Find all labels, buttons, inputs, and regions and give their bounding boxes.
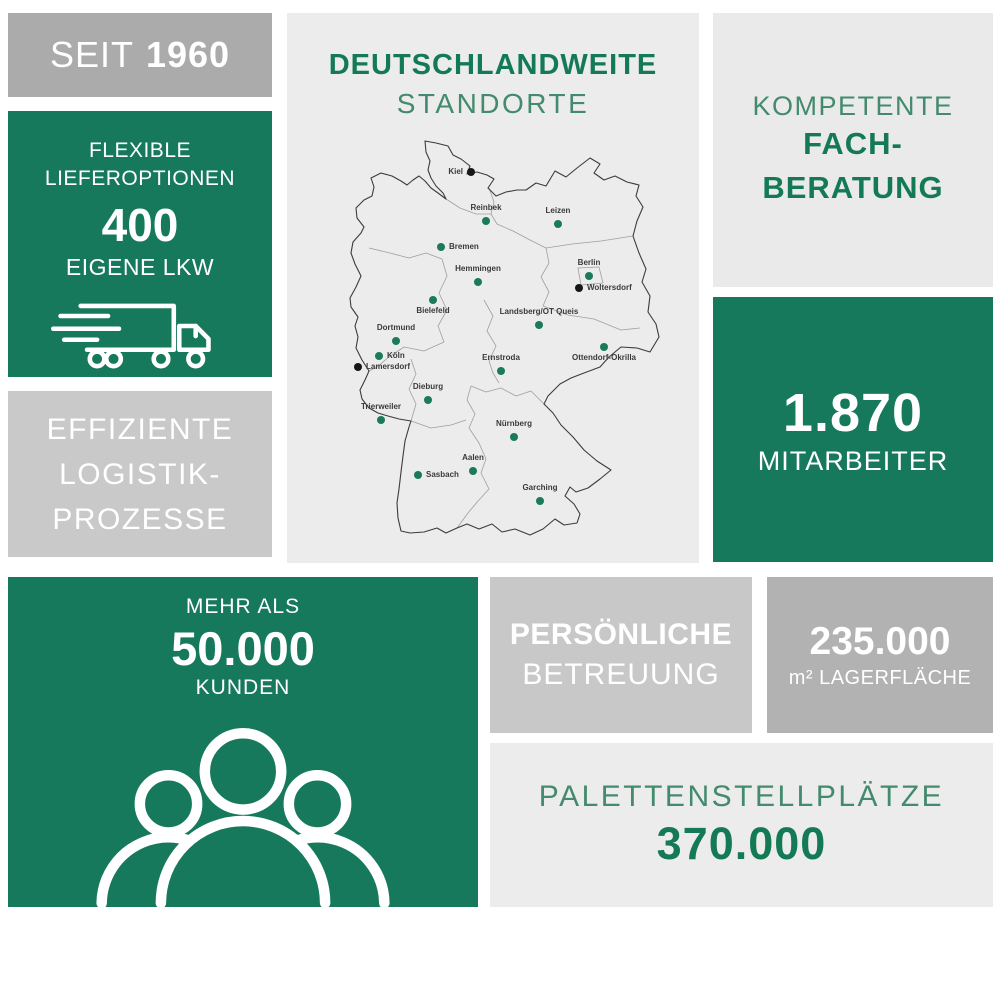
paletten-value: 370.000 — [656, 818, 827, 869]
city-dot-landsberg-ot-queis — [535, 321, 543, 329]
city-label-kiel: Kiel — [448, 167, 463, 176]
city-dot-ottendorf-okrilla — [600, 343, 608, 351]
truck-icon — [35, 293, 245, 377]
lkw-count-value: 400 — [101, 198, 179, 251]
city-dot-lamersdorf — [354, 363, 362, 371]
city-dot-ernstroda — [497, 367, 505, 375]
kunden-prefix: MEHR ALS — [185, 595, 301, 618]
city-dot-trierweiler — [377, 416, 385, 424]
mitarbeiter-label: MITARBEITER — [757, 446, 949, 476]
map-title-light: STANDORTE — [396, 88, 590, 119]
city-dot-bielefeld — [429, 296, 437, 304]
city-label-landsberg-ot-queis: Landsberg/OT Queis — [499, 307, 579, 316]
effizienz-line1: EFFIZIENTE — [46, 412, 234, 446]
city-label-n-rnberg: Nürnberg — [496, 419, 532, 428]
tile-effiziente-logistikprozesse — [8, 391, 272, 557]
paletten-label: PALETTENSTELLPLÄTZE — [538, 780, 945, 813]
tile-kunden — [8, 577, 478, 907]
city-label-berlin: Berlin — [577, 258, 601, 267]
city-label-leizen: Leizen — [545, 206, 571, 215]
beratung-light: KOMPETENTE — [752, 91, 954, 122]
city-label-dieburg: Dieburg — [412, 382, 444, 391]
lieferoptionen-line2: LIEFEROPTIONEN — [44, 167, 236, 191]
betreuung-bold: PERSÖNLICHE — [509, 618, 733, 651]
city-label-ernstroda: Ernstroda — [482, 353, 520, 362]
tile-lieferoptionen — [8, 111, 272, 377]
city-marker-layer — [287, 13, 699, 563]
city-dot-n-rnberg — [510, 433, 518, 441]
city-label-sasbach: Sasbach — [426, 470, 459, 479]
city-dot-k-ln — [375, 352, 383, 360]
city-label-dortmund: Dortmund — [376, 323, 416, 332]
city-dot-sasbach — [414, 471, 422, 479]
beratung-bold-line1: FACH- — [803, 126, 903, 162]
city-dot-reinbek — [482, 217, 490, 225]
tile-lagerflaeche — [767, 577, 993, 733]
city-dot-woltersdorf — [575, 284, 583, 292]
kunden-value: 50.000 — [171, 622, 315, 675]
city-label-lamersdorf: Lamersdorf — [366, 362, 411, 371]
city-label-trierweiler: Trierweiler — [360, 402, 402, 411]
tile-seit-1960 — [8, 13, 272, 97]
city-label-hemmingen: Hemmingen — [455, 264, 501, 273]
city-dot-aalen — [469, 467, 477, 475]
mitarbeiter-value: 1.870 — [782, 383, 924, 443]
city-dot-bremen — [437, 243, 445, 251]
map-title-bold: DEUTSCHLANDWEITE — [328, 49, 658, 81]
city-label-reinbek: Reinbek — [470, 203, 502, 212]
city-label-aalen: Aalen — [462, 453, 484, 462]
people-icon — [78, 716, 408, 907]
tile-palettenstellplaetze — [490, 743, 993, 907]
city-label-ottendorf-okrilla: Ottendorf-Okrilla — [571, 353, 637, 362]
betreuung-light: BETREUUNG — [522, 658, 720, 691]
city-dot-dieburg — [424, 396, 432, 404]
beratung-bold-line2: BERATUNG — [762, 169, 944, 205]
lkw-caption: EIGENE LKW — [65, 253, 215, 280]
tile-standorte-map — [287, 13, 699, 563]
city-label-bielefeld: Bielefeld — [416, 306, 450, 315]
effizienz-line2: LOGISTIK- — [59, 457, 221, 491]
tile-betreuung — [490, 577, 752, 733]
city-dot-berlin — [585, 272, 593, 280]
city-dot-hemmingen — [474, 278, 482, 286]
lagerflaeche-label: m² LAGERFLÄCHE — [788, 667, 972, 689]
effizienz-line3: PROZESSE — [52, 502, 228, 536]
city-dot-leizen — [554, 220, 562, 228]
city-label-woltersdorf: Woltersdorf — [587, 283, 632, 292]
lieferoptionen-title — [45, 137, 235, 194]
lagerflaeche-value: 235.000 — [809, 620, 951, 663]
city-dot-kiel — [467, 168, 475, 176]
kunden-label: KUNDEN — [195, 676, 291, 699]
city-dot-dortmund — [392, 337, 400, 345]
tile-fachberatung — [713, 13, 993, 287]
city-label-garching: Garching — [522, 483, 558, 492]
city-dot-garching — [536, 497, 544, 505]
city-label-bremen: Bremen — [449, 242, 479, 251]
city-label-k-ln: Köln — [387, 351, 405, 360]
beratung-bold — [762, 122, 943, 209]
seit-label: SEIT — [49, 34, 134, 75]
tile-mitarbeiter — [713, 297, 993, 562]
seit-year-value: 1960 — [145, 34, 231, 75]
lieferoptionen-line1: FLEXIBLE — [88, 139, 192, 162]
